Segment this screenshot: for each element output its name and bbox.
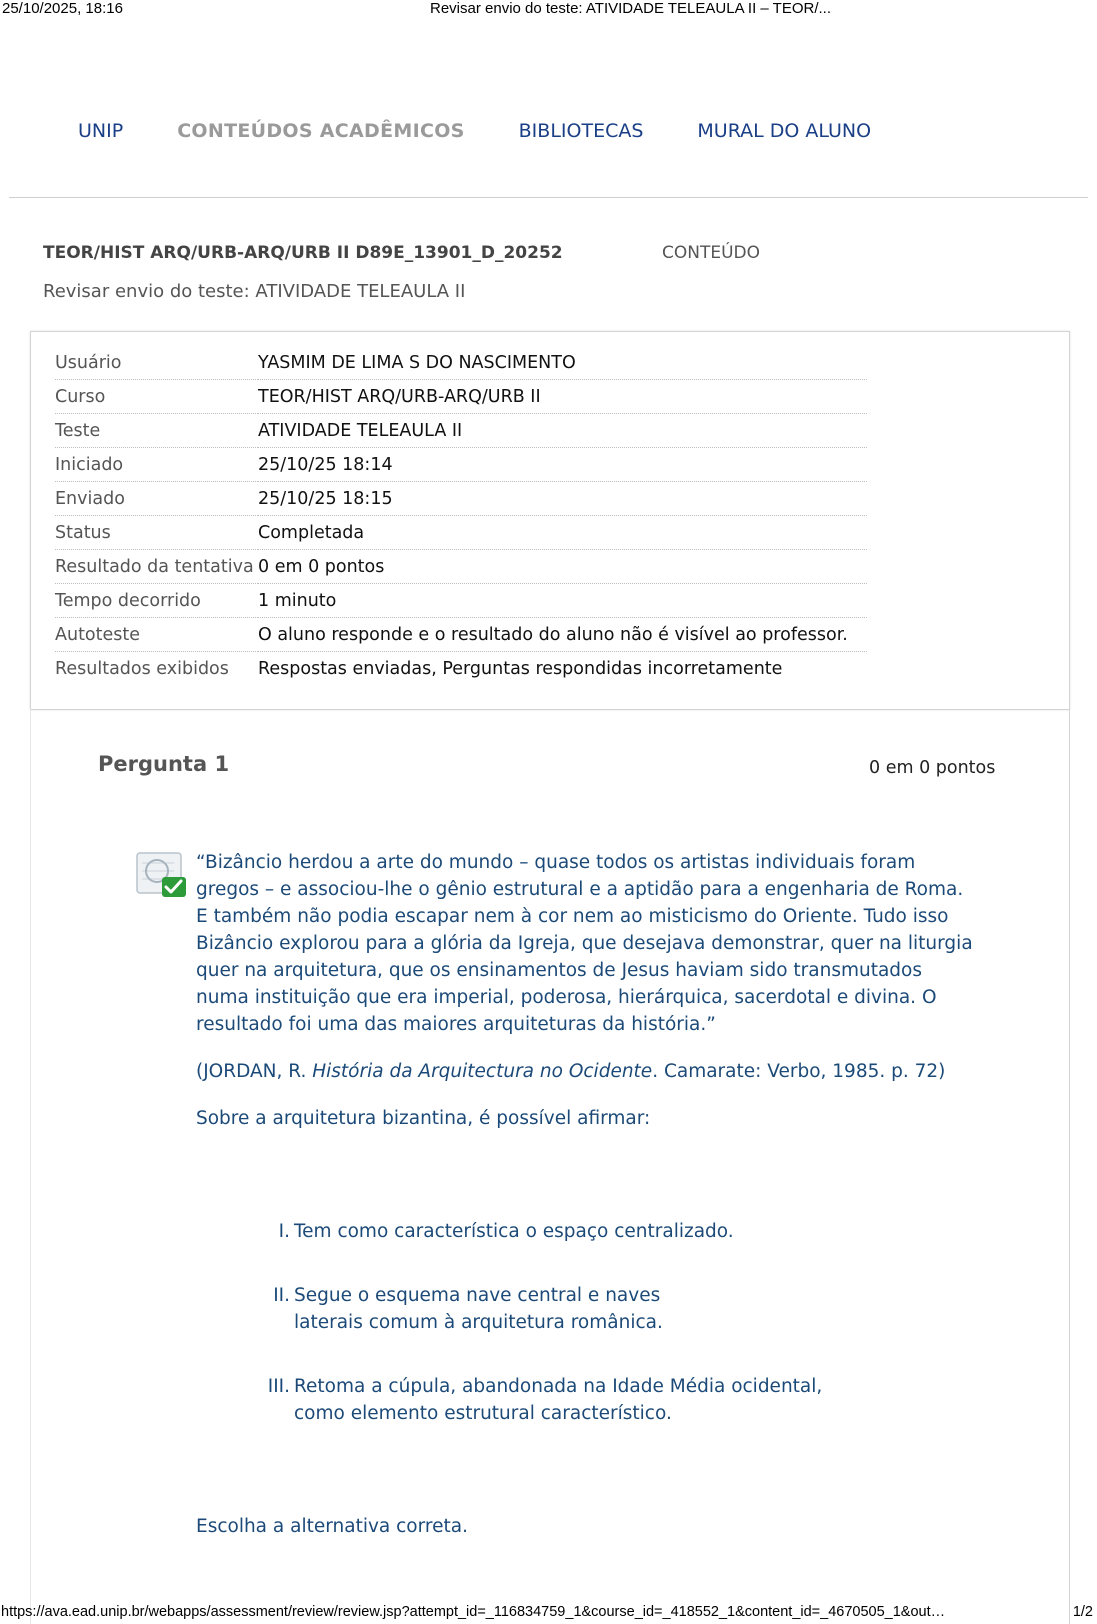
nav-link-conteudos-academicos[interactable]: CONTEÚDOS ACADÊMICOS: [177, 120, 465, 142]
info-label: Iniciado: [55, 448, 258, 482]
info-row-usuario: [55, 346, 867, 380]
info-row-autoteste: [55, 618, 867, 652]
print-url: https://ava.ead.unip.br/webapps/assessment/review/review.jsp?attempt_id=_116834759_1&course_id=_418552_1&content_id=_4670505_1&out…: [1, 1604, 946, 1620]
question-prompt: Sobre a arquitetura bizantina, é possível afirmar:: [196, 1108, 651, 1129]
info-label: Autoteste: [55, 618, 258, 652]
statement-number: I.: [278, 1221, 290, 1242]
info-value: Completada: [258, 516, 867, 550]
correct-check-icon: [136, 849, 190, 899]
question-instruction: Escolha a alternativa correta.: [196, 1516, 468, 1537]
statement-text: Segue o esquema nave central e naves laterais comum à arquitetura românica.: [294, 1285, 663, 1333]
nav-divider: [9, 197, 1088, 198]
attempt-info-table: [55, 346, 867, 685]
info-row-tempo: [55, 584, 867, 618]
question-citation: [196, 1058, 976, 1085]
info-value: 0 em 0 pontos: [258, 550, 867, 584]
info-value: YASMIM DE LIMA S DO NASCIMENTO: [258, 346, 867, 380]
info-label: Teste: [55, 414, 258, 448]
print-page-number: 1/2: [1072, 1604, 1093, 1620]
page-title: Revisar envio do teste: ATIVIDADE TELEAULA II: [43, 281, 466, 302]
info-row-resultados-exibidos: [55, 652, 867, 686]
statement-text: Tem como característica o espaço centralizado.: [294, 1221, 734, 1242]
info-label: Usuário: [55, 346, 258, 380]
nav-link-unip[interactable]: UNIP: [78, 120, 124, 142]
info-value: Respostas enviadas, Perguntas respondidas incorretamente: [258, 658, 783, 679]
print-title: Revisar envio do teste: ATIVIDADE TELEAULA II – TEOR/...: [430, 0, 832, 17]
question-points: 0 em 0 pontos: [869, 758, 996, 778]
statement-number: III.: [267, 1376, 290, 1397]
print-footer: [0, 1604, 1097, 1624]
statement-number: II.: [273, 1285, 290, 1306]
info-row-resultado: [55, 550, 867, 584]
info-value: 25/10/25 18:15: [258, 482, 867, 516]
print-datetime: 25/10/2025, 18:16: [2, 0, 123, 17]
info-value: O aluno responde e o resultado do aluno não é visível ao professor.: [258, 618, 867, 652]
breadcrumb-content-link[interactable]: CONTEÚDO: [662, 243, 761, 263]
attempt-info-panel: [30, 331, 1070, 710]
question-container: [30, 709, 1070, 1624]
info-value: ATIVIDADE TELEAULA II: [258, 414, 867, 448]
info-label: Enviado: [55, 482, 258, 516]
top-navigation: [78, 120, 871, 150]
info-row-status: [55, 516, 867, 550]
nav-link-mural-do-aluno[interactable]: MURAL DO ALUNO: [697, 120, 872, 142]
statement-text: Retoma a cúpula, abandonada na Idade Média ocidental, como elemento estrutural característico.: [294, 1376, 823, 1424]
print-header: [0, 0, 1097, 20]
citation-prefix: (JORDAN, R.: [196, 1061, 313, 1082]
info-row-iniciado: [55, 448, 867, 482]
info-row-curso: [55, 380, 867, 414]
citation-book-title: História da Arquitectura no Ocidente: [312, 1061, 653, 1082]
info-label: Resultados exibidos: [55, 658, 229, 679]
nav-link-bibliotecas[interactable]: BIBLIOTECAS: [518, 120, 644, 142]
info-label: Status: [55, 516, 258, 550]
info-row-teste: [55, 414, 867, 448]
info-row-enviado: [55, 482, 867, 516]
info-label: Resultado da tentativa: [55, 550, 258, 584]
course-title[interactable]: TEOR/HIST ARQ/URB-ARQ/URB II D89E_13901_D_20252: [43, 243, 563, 263]
info-value: 25/10/25 18:14: [258, 448, 867, 482]
info-value: TEOR/HIST ARQ/URB-ARQ/URB II: [258, 380, 867, 414]
info-value: 1 minuto: [258, 584, 867, 618]
question-quote: “Bizâncio herdou a arte do mundo – quase todos os artistas individuais foram gregos – e associou-lhe o gênio estrutural e a aptidão para a engenharia de Roma. E também não podia escapar nem à cor nem ao misticismo do Oriente. Tudo isso Bizâncio explorou para a glória da Igreja, que desejava demonstrar, quer na liturgia quer na arquitetura, que os ensinamentos de Jesus haviam sido transmutados numa instituição que era imperial, poderosa, hierárquica, sacerdotal e divina. O resultado foi uma das maiores arquiteturas da história.”: [196, 852, 973, 1035]
info-label: Tempo decorrido: [55, 584, 258, 618]
question-title: Pergunta 1: [98, 752, 230, 776]
info-label: Curso: [55, 380, 258, 414]
citation-suffix: . Camarate: Verbo, 1985. p. 72): [652, 1061, 946, 1082]
